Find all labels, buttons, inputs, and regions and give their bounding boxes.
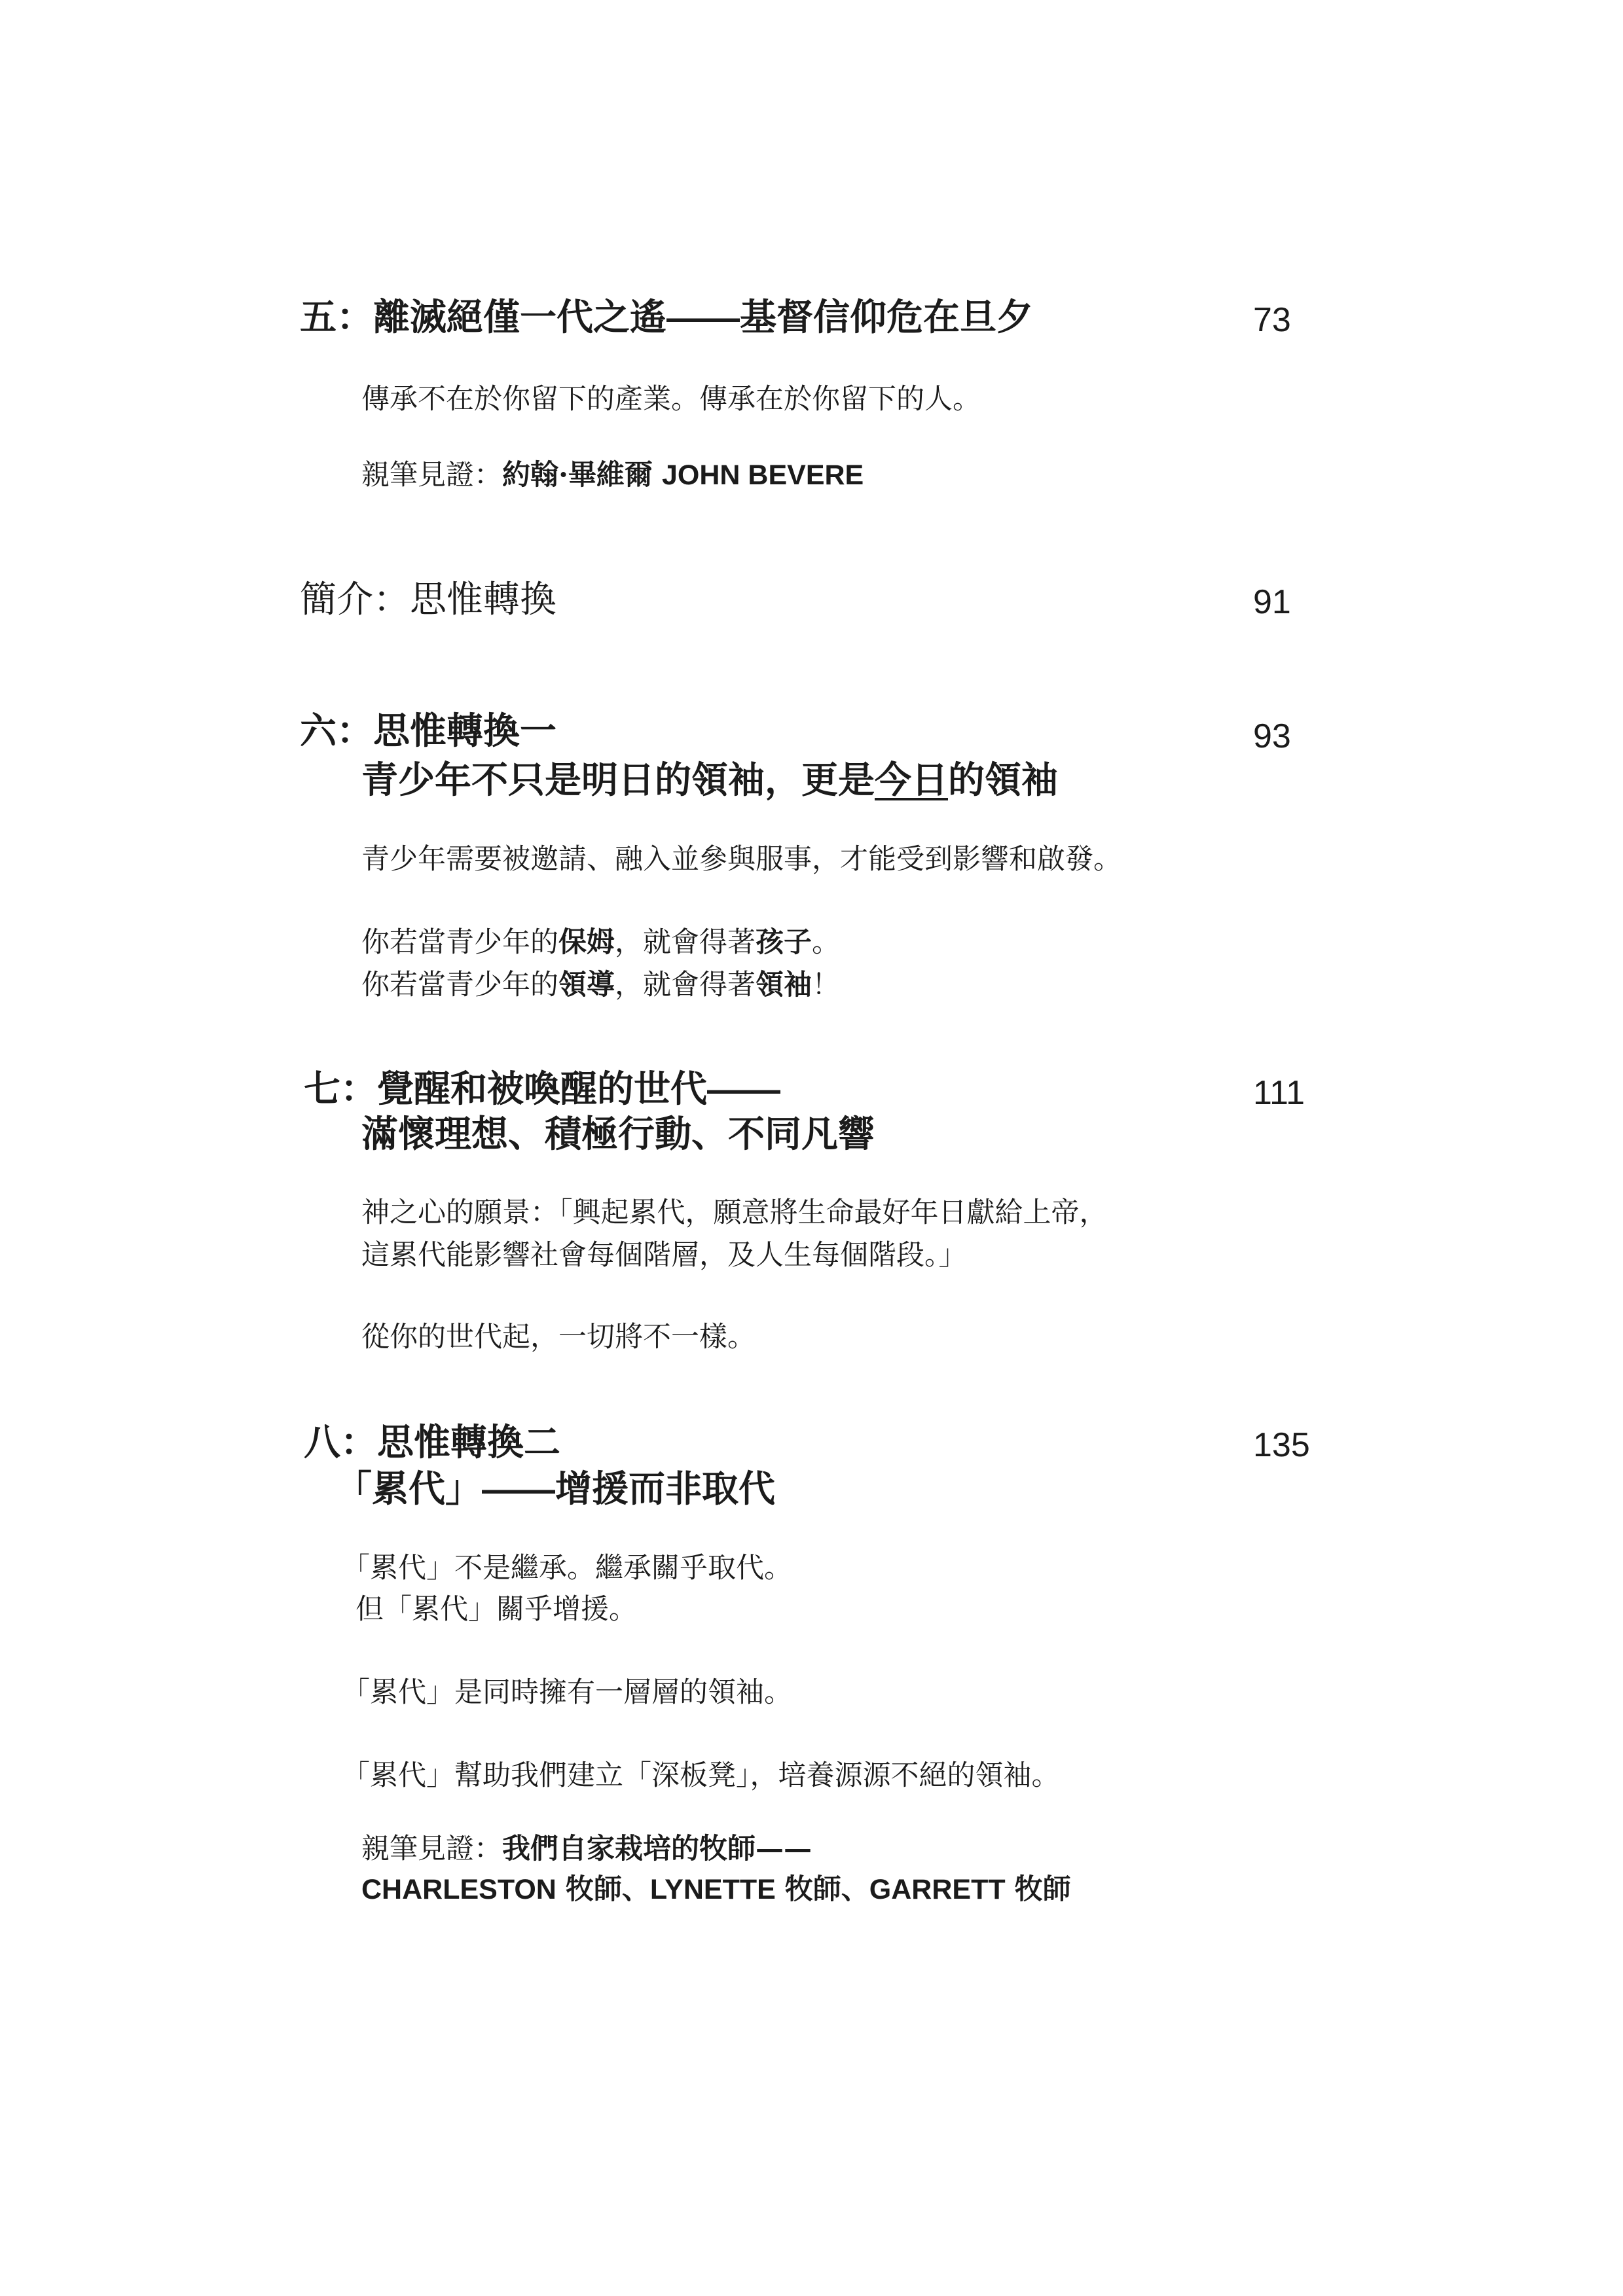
testimony-name-zh: 約翰·畢維爾 <box>502 459 653 492</box>
toc-entry-ch7-title-line1: 七：覺醒和被喚醒的世代—— <box>304 1068 780 1109</box>
text-segment: 你若當青少年的 <box>361 969 558 1001</box>
toc-entry-ch7-vision-line1: 神之心的願景：「興起累代，願意將生命最好年日獻給上帝， <box>361 1197 1108 1229</box>
toc-entry-ch6-page-number: 93 <box>1253 717 1291 755</box>
pastor-name: LYNETTE <box>649 1874 776 1905</box>
toc-entry-ch8-summary-line4: 「累代」幫助我們建立「深板凳」，培養源源不絕的領袖。 <box>342 1760 1060 1791</box>
pastor-name: GARRETT <box>869 1874 1006 1905</box>
pastor-title: 牧師、 <box>784 1873 869 1906</box>
toc-entry-ch7-vision-line2: 這累代能影響社會每個階層，及人生每個階段。」 <box>361 1240 967 1271</box>
bold-segment: 保姆 <box>558 927 615 958</box>
toc-entry-ch6-quote-line1 <box>361 927 840 958</box>
toc-entry-intro-page-number: 91 <box>1253 583 1291 621</box>
toc-entry-ch5-title: 五：離滅絕僅一代之遙——基督信仰危在旦夕 <box>300 296 1033 338</box>
text-segment: 。 <box>812 927 840 958</box>
toc-entry-ch6-summary: 青少年需要被邀請、融入並參與服事，才能受到影響和啟發。 <box>361 844 1122 875</box>
toc-entry-ch7-page-number: 111 <box>1253 1074 1305 1112</box>
text-segment: ，就會得著 <box>615 969 756 1001</box>
title-segment: 的領袖 <box>948 759 1058 800</box>
toc-entry-ch8-title-line1: 八：思惟轉換二 <box>304 1422 560 1463</box>
text-segment: ！ <box>812 969 840 1001</box>
pastor-title: 牧師、 <box>565 1873 650 1906</box>
toc-entry-ch5-summary: 傳承不在於你留下的產業。傳承在於你留下的人。 <box>361 384 981 415</box>
title-segment: 青少年不只是明日的領袖，更是 <box>361 759 875 800</box>
toc-entry-ch6-title-line2 <box>361 761 1058 800</box>
toc-entry-intro-title: 簡介：思惟轉換 <box>300 579 556 620</box>
toc-entry-ch6-title-line1: 六：思惟轉換一 <box>300 710 556 751</box>
pastor-title: 牧師 <box>1014 1873 1071 1906</box>
toc-entry-ch5-page-number: 73 <box>1253 301 1291 339</box>
toc-entry-ch8-page-number: 135 <box>1253 1426 1310 1464</box>
toc-entry-ch8-summary-line1: 「累代」不是繼承。繼承關乎取代。 <box>342 1552 792 1584</box>
testimony-label: 親筆見證： <box>361 459 502 492</box>
toc-entry-ch6-quote-line2 <box>361 969 840 1001</box>
toc-entry-ch8-pastors <box>361 1874 1071 1905</box>
toc-entry-ch8-summary-line3: 「累代」是同時擁有一層層的領袖。 <box>342 1677 792 1708</box>
toc-entry-ch8-summary-line2: 但「累代」關乎增援。 <box>356 1594 637 1625</box>
bold-segment: 領袖 <box>756 969 812 1001</box>
bold-segment: 孩子 <box>756 927 812 958</box>
testimony-name: 我們自家栽培的牧師—— <box>502 1833 812 1865</box>
toc-entry-ch8-title-line2: 「累代」——增援而非取代 <box>335 1468 775 1509</box>
text-segment: ，就會得著 <box>615 927 756 958</box>
toc-entry-ch7-title-line2: 滿懷理想、積極行動、不同凡響 <box>361 1113 875 1155</box>
testimony-label: 親筆見證： <box>361 1833 502 1865</box>
toc-entry-ch8-testimony <box>361 1833 812 1865</box>
title-underlined-segment: 今日 <box>875 759 948 800</box>
toc-entry-ch5-testimony <box>361 459 864 491</box>
toc-entry-ch7-summary: 從你的世代起，一切將不一樣。 <box>361 1321 756 1353</box>
bold-segment: 領導 <box>558 969 615 1001</box>
testimony-name-en: JOHN BEVERE <box>661 459 864 491</box>
text-segment: 你若當青少年的 <box>361 927 558 958</box>
pastor-name: CHARLESTON <box>361 1874 556 1905</box>
